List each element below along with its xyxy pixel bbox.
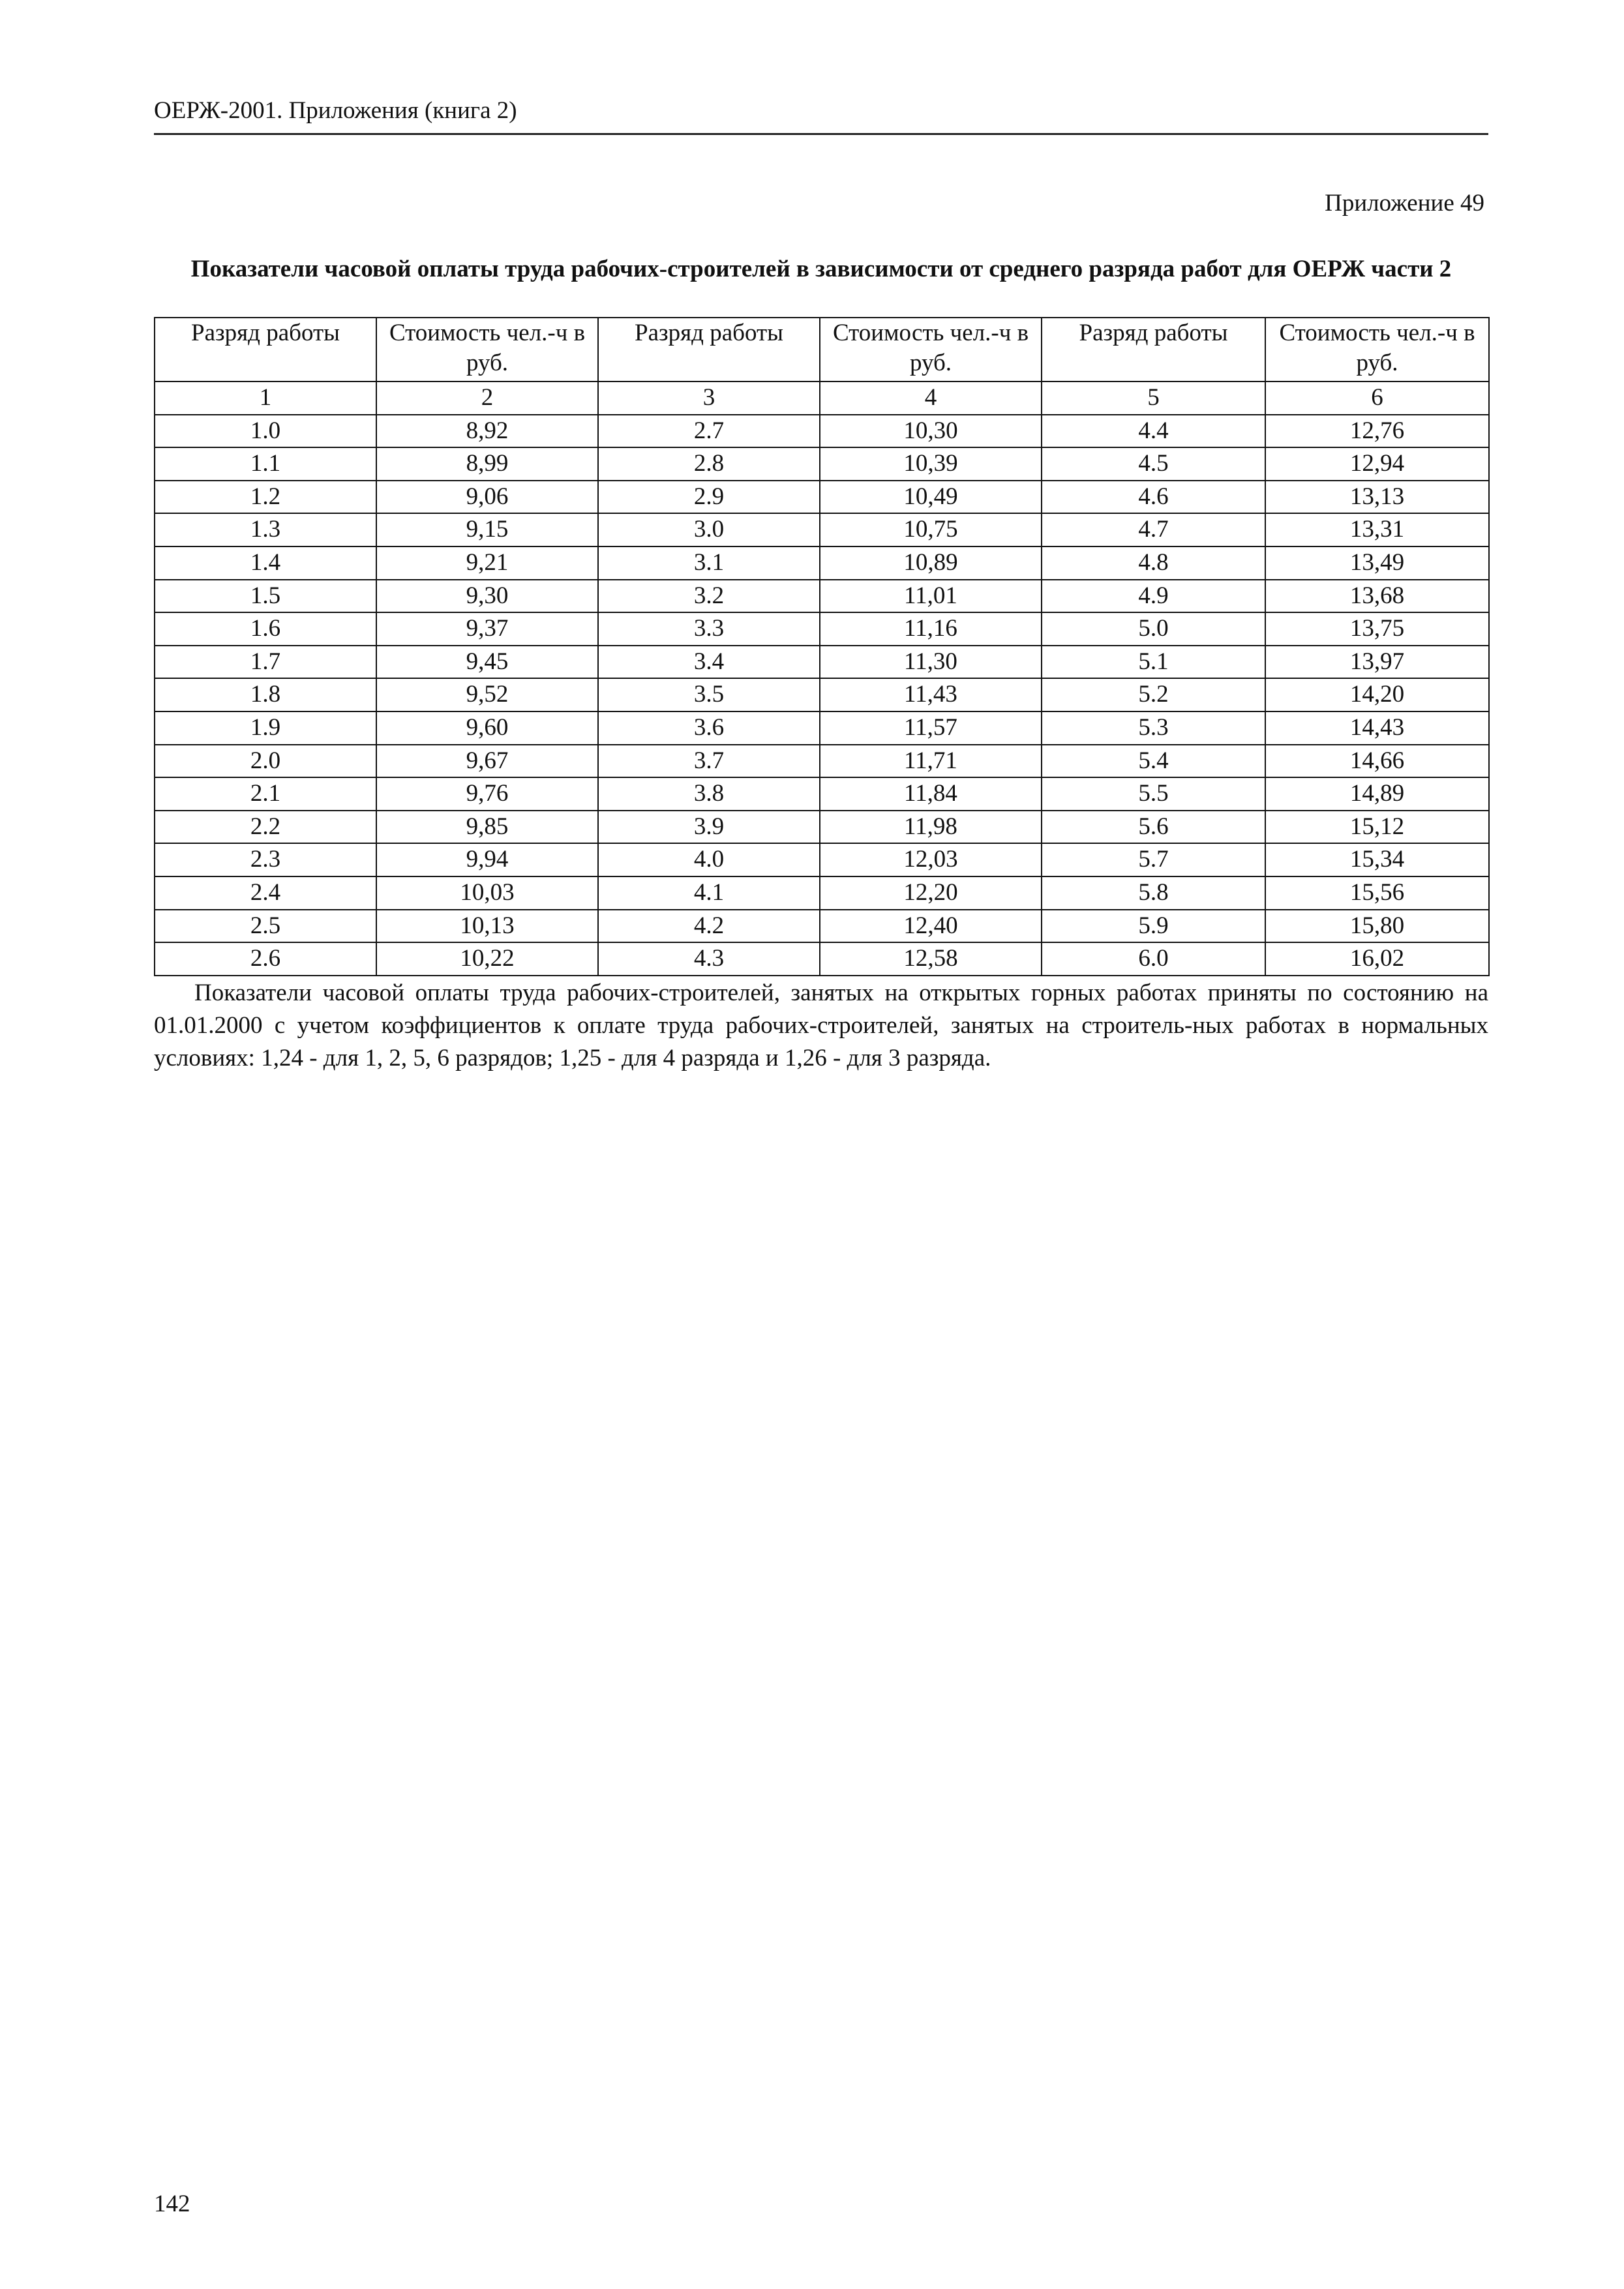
page-number: 142 xyxy=(154,2191,190,2217)
table-cell: 11,84 xyxy=(820,777,1042,811)
table-cell: 9,37 xyxy=(376,612,598,646)
table-row xyxy=(155,447,1489,481)
table-cell: 1.0 xyxy=(155,415,376,448)
table-cell: 11,43 xyxy=(820,678,1042,711)
table-row xyxy=(155,811,1489,844)
table-row xyxy=(155,513,1489,546)
table-row xyxy=(155,678,1489,711)
table-cell: 5.9 xyxy=(1042,910,1265,943)
table-cell: 9,94 xyxy=(376,843,598,876)
table-cell: 10,22 xyxy=(376,942,598,976)
table-cell: 5.0 xyxy=(1042,612,1265,646)
table-cell: 13,75 xyxy=(1265,612,1489,646)
footnote: Показатели часовой оплаты труда рабочих-строителей, занятых на открытых горных работах приняты по состоянию на 01.01.2000 с учетом коэффициентов к оплате труда рабочих-строителей, занятых на строитель-ных работах в нормальных условиях: 1,24 - для 1, 2, 5, 6 разрядов; 1,25 - для 4 разряда и 1,26 - для 3 разряда. xyxy=(154,980,1488,1071)
table-row xyxy=(155,546,1489,580)
running-header: ОЕРЖ-2001. Приложения (книга 2) xyxy=(154,97,517,124)
table-cell: 5.6 xyxy=(1042,811,1265,844)
table-cell: 3.4 xyxy=(598,646,820,679)
table-cell: 5.7 xyxy=(1042,843,1265,876)
table-row xyxy=(155,711,1489,745)
table-cell: 11,16 xyxy=(820,612,1042,646)
table-cell: 1.2 xyxy=(155,481,376,514)
table-header-row xyxy=(155,318,1489,382)
table-row xyxy=(155,646,1489,679)
table-cell: 9,21 xyxy=(376,546,598,580)
table-row xyxy=(155,777,1489,811)
table-cell: 3.0 xyxy=(598,513,820,546)
table-cell: 9,06 xyxy=(376,481,598,514)
table-cell: 2.5 xyxy=(155,910,376,943)
table-cell: 15,34 xyxy=(1265,843,1489,876)
table-cell: 12,94 xyxy=(1265,447,1489,481)
table-body xyxy=(155,382,1489,976)
table-cell: 4.8 xyxy=(1042,546,1265,580)
table-cell: 10,30 xyxy=(820,415,1042,448)
table-cell: 2.1 xyxy=(155,777,376,811)
column-number: 4 xyxy=(820,382,1042,415)
table-cell: 9,15 xyxy=(376,513,598,546)
table-cell: 13,13 xyxy=(1265,481,1489,514)
table-row xyxy=(155,415,1489,448)
table-cell: 8,99 xyxy=(376,447,598,481)
table-row xyxy=(155,942,1489,976)
table-cell: 10,49 xyxy=(820,481,1042,514)
table-cell: 3.8 xyxy=(598,777,820,811)
table-cell: 14,89 xyxy=(1265,777,1489,811)
table-cell: 15,80 xyxy=(1265,910,1489,943)
table-row xyxy=(155,612,1489,646)
table-cell: 9,45 xyxy=(376,646,598,679)
table-cell: 1.9 xyxy=(155,711,376,745)
table-cell: 5.3 xyxy=(1042,711,1265,745)
table-cell: 2.2 xyxy=(155,811,376,844)
table-cell: 3.7 xyxy=(598,745,820,778)
document-title: Показатели часовой оплаты труда рабочих-строителей в зависимости от среднего разряда работ для ОЕРЖ части 2 xyxy=(190,256,1452,282)
table-cell: 12,20 xyxy=(820,876,1042,910)
table-cell: 1.4 xyxy=(155,546,376,580)
header-rule xyxy=(154,133,1488,135)
table-cell: 11,71 xyxy=(820,745,1042,778)
table-cell: 11,57 xyxy=(820,711,1042,745)
table-cell: 13,68 xyxy=(1265,580,1489,613)
table-cell: 4.9 xyxy=(1042,580,1265,613)
table-cell: 6.0 xyxy=(1042,942,1265,976)
table-row xyxy=(155,580,1489,613)
table-cell: 9,52 xyxy=(376,678,598,711)
table-row xyxy=(155,843,1489,876)
table-cell: 3.6 xyxy=(598,711,820,745)
table-cell: 2.9 xyxy=(598,481,820,514)
table-cell: 13,31 xyxy=(1265,513,1489,546)
table-cell: 13,49 xyxy=(1265,546,1489,580)
table-cell: 12,76 xyxy=(1265,415,1489,448)
table-cell: 10,13 xyxy=(376,910,598,943)
table-cell: 2.6 xyxy=(155,942,376,976)
column-number: 1 xyxy=(155,382,376,415)
table-row xyxy=(155,876,1489,910)
column-number: 3 xyxy=(598,382,820,415)
table-row xyxy=(155,745,1489,778)
column-header: Разряд работы xyxy=(1042,318,1265,382)
column-header: Разряд работы xyxy=(598,318,820,382)
table-cell: 15,12 xyxy=(1265,811,1489,844)
table-cell: 3.1 xyxy=(598,546,820,580)
table-cell: 11,98 xyxy=(820,811,1042,844)
table-row xyxy=(155,481,1489,514)
table-cell: 11,30 xyxy=(820,646,1042,679)
table-cell: 2.0 xyxy=(155,745,376,778)
table-cell: 3.9 xyxy=(598,811,820,844)
table-cell: 4.3 xyxy=(598,942,820,976)
column-number: 5 xyxy=(1042,382,1265,415)
table-cell: 5.2 xyxy=(1042,678,1265,711)
table-cell: 10,03 xyxy=(376,876,598,910)
table-cell: 11,01 xyxy=(820,580,1042,613)
appendix-label: Приложение 49 xyxy=(1325,190,1484,217)
column-number-row xyxy=(155,382,1489,415)
table-cell: 2.4 xyxy=(155,876,376,910)
column-number: 2 xyxy=(376,382,598,415)
table-cell: 5.8 xyxy=(1042,876,1265,910)
table-cell: 1.5 xyxy=(155,580,376,613)
table-cell: 5.4 xyxy=(1042,745,1265,778)
table-cell: 1.8 xyxy=(155,678,376,711)
table-cell: 10,75 xyxy=(820,513,1042,546)
table-cell: 14,43 xyxy=(1265,711,1489,745)
column-header: Стоимость чел.-ч в руб. xyxy=(820,318,1042,382)
table-cell: 3.2 xyxy=(598,580,820,613)
table-cell: 12,03 xyxy=(820,843,1042,876)
table-cell: 1.3 xyxy=(155,513,376,546)
rate-table xyxy=(154,317,1490,976)
table-cell: 4.6 xyxy=(1042,481,1265,514)
table-cell: 8,92 xyxy=(376,415,598,448)
table-cell: 12,58 xyxy=(820,942,1042,976)
table-cell: 3.5 xyxy=(598,678,820,711)
table-cell: 12,40 xyxy=(820,910,1042,943)
table-cell: 14,20 xyxy=(1265,678,1489,711)
table-cell: 10,39 xyxy=(820,447,1042,481)
column-header: Стоимость чел.-ч в руб. xyxy=(376,318,598,382)
table-cell: 1.7 xyxy=(155,646,376,679)
table-cell: 16,02 xyxy=(1265,942,1489,976)
column-number: 6 xyxy=(1265,382,1489,415)
table-cell: 10,89 xyxy=(820,546,1042,580)
table-cell: 5.1 xyxy=(1042,646,1265,679)
table-cell: 1.1 xyxy=(155,447,376,481)
table-cell: 4.4 xyxy=(1042,415,1265,448)
table-cell: 9,30 xyxy=(376,580,598,613)
column-header: Стоимость чел.-ч в руб. xyxy=(1265,318,1489,382)
table-cell: 9,67 xyxy=(376,745,598,778)
table-cell: 4.1 xyxy=(598,876,820,910)
table-cell: 4.5 xyxy=(1042,447,1265,481)
table-cell: 9,76 xyxy=(376,777,598,811)
table-row xyxy=(155,910,1489,943)
table-cell: 14,66 xyxy=(1265,745,1489,778)
column-header: Разряд работы xyxy=(155,318,376,382)
table-cell: 9,85 xyxy=(376,811,598,844)
table-cell: 2.3 xyxy=(155,843,376,876)
table-cell: 4.2 xyxy=(598,910,820,943)
table-cell: 5.5 xyxy=(1042,777,1265,811)
table-cell: 2.7 xyxy=(598,415,820,448)
table-cell: 13,97 xyxy=(1265,646,1489,679)
table-cell: 1.6 xyxy=(155,612,376,646)
table-cell: 4.0 xyxy=(598,843,820,876)
table-cell: 9,60 xyxy=(376,711,598,745)
table-cell: 4.7 xyxy=(1042,513,1265,546)
table-cell: 15,56 xyxy=(1265,876,1489,910)
table-cell: 2.8 xyxy=(598,447,820,481)
table-cell: 3.3 xyxy=(598,612,820,646)
